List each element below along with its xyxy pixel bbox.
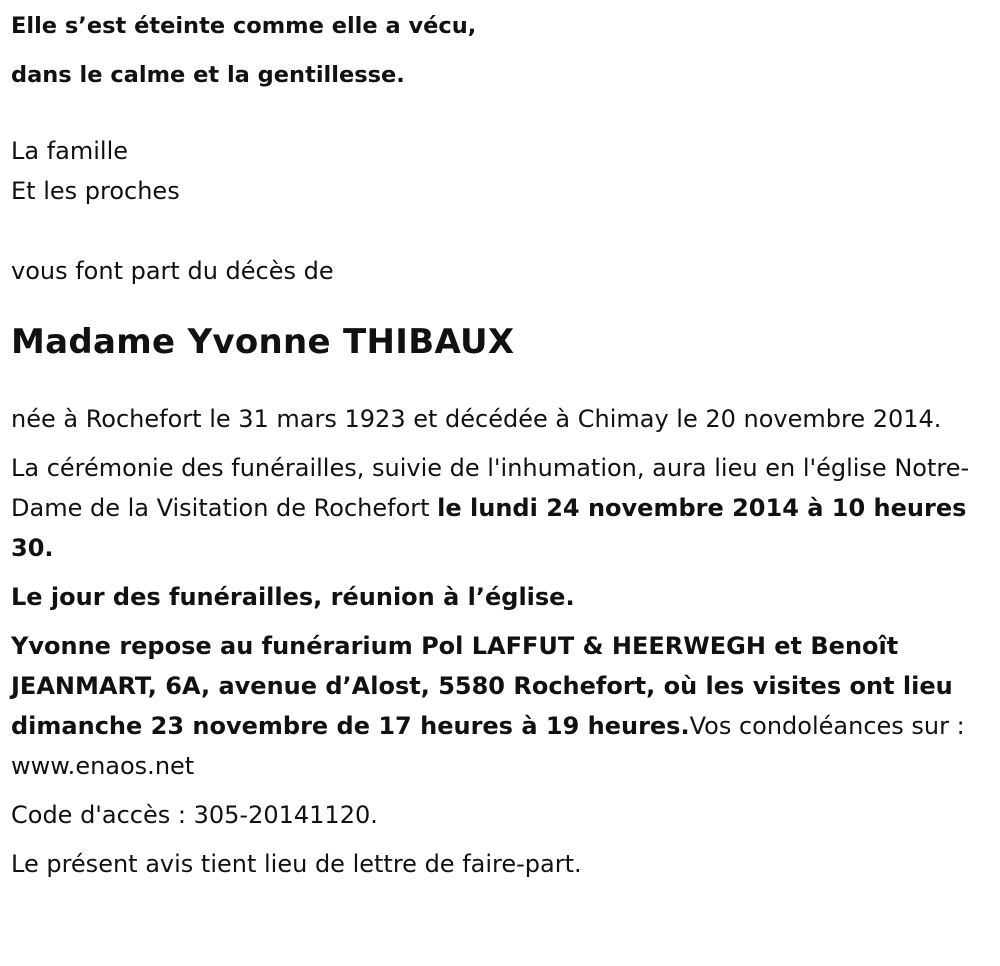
family-line-2: Et les proches <box>11 177 180 205</box>
ceremony-date: le lundi 24 novembre 2014 à 10 heures 30. <box>11 494 967 562</box>
epigraph-line-1: Elle s’est éteinte comme elle a vécu, <box>11 13 477 39</box>
family-line-1: La famille <box>11 137 129 165</box>
deceased-name: Madame Yvonne THIBAUX <box>11 322 515 362</box>
meeting-paragraph: Le jour des funérailles, réunion à l’église. <box>11 583 575 611</box>
epigraph <box>11 0 986 100</box>
birth-death-paragraph: née à Rochefort le 31 mars 1923 et décédée à Chimay le 20 novembre 2014. <box>11 405 942 433</box>
ceremony-text: La cérémonie des funérailles, suivie de l'inhumation, aura lieu en l'église Notre-Dame de la Visitation de Rochefort <box>11 454 970 522</box>
access-code: Code d'accès : 305-20141120. <box>11 801 378 829</box>
condolences-text: Vos condoléances sur : www.enaos.net <box>11 712 965 780</box>
ceremony-paragraph <box>11 448 986 568</box>
funeral-home-info: Yvonne repose au funérarium Pol LAFFUT & HEERWEGH et Benoît JEANMART, 6A, avenue d’Alost, 5580 Rochefort, où les visites ont lieu dimanche 23 novembre de 17 heures à 19 heures. <box>11 632 953 740</box>
rest-paragraph <box>11 626 986 786</box>
announcement: vous font part du décès de <box>11 257 334 285</box>
notice-text: Le présent avis tient lieu de lettre de faire-part. <box>11 850 582 878</box>
family-block <box>11 131 986 211</box>
epigraph-line-2: dans le calme et la gentillesse. <box>11 62 405 88</box>
obituary-notice <box>11 0 986 884</box>
